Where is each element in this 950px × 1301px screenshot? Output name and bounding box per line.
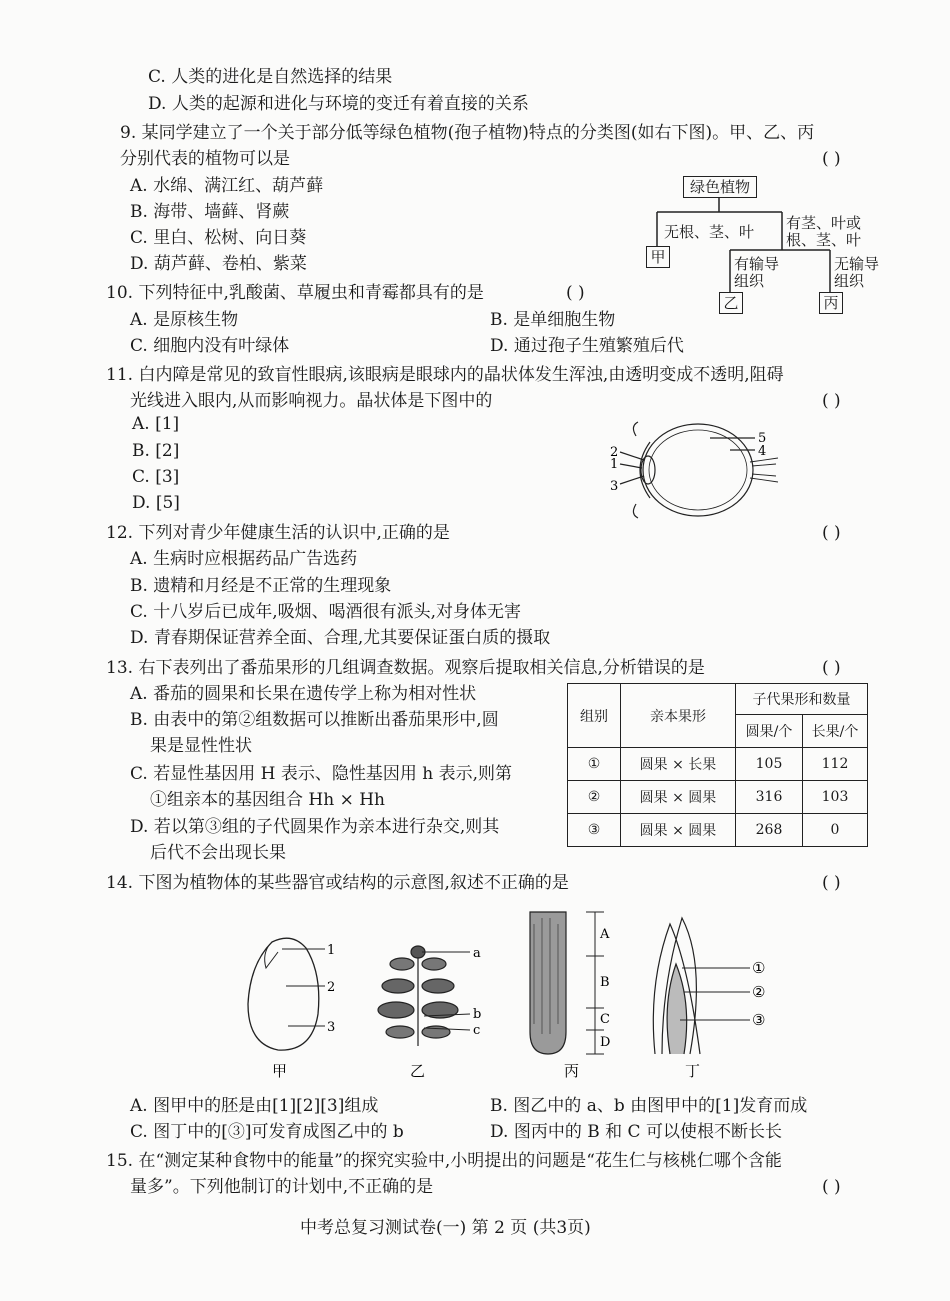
bud-label-2: ② [752,983,766,1001]
diagram-label-has-stem-leaf-2: 根、茎、叶 [786,231,862,249]
root-label-D: D [600,1035,611,1050]
seed-label-2: 2 [327,980,336,995]
table-cell-group: ② [568,781,621,814]
q9-option-d: D. 葫芦藓、卷柏、紫菜 [130,254,307,274]
seed-label-1: 1 [327,943,336,958]
table-header-group: 组别 [568,684,621,748]
table-header-parent: 亲本果形 [621,684,736,748]
table-cell-long: 0 [803,814,868,847]
q13-option-d-cont: 后代不会出现长果 [150,843,286,863]
q11-option-a: A. [1] [132,414,180,434]
q14-option-b: B. 图乙中的 a、b 由图甲中的[1]发育而成 [490,1096,808,1116]
diagram-label-no-root-stem-leaf: 无根、茎、叶 [664,223,755,241]
q13-option-c-cont: ①组亲本的基因组合 Hh × Hh [150,790,386,810]
seed-label-3: 3 [327,1020,336,1035]
shoot-label-c: c [473,1023,481,1038]
q9-answer-bracket[interactable]: ( ) [822,149,841,169]
diagram-label-no-vascular-2: 组织 [834,272,865,290]
diagram-leaf-jia: 甲 [646,246,670,268]
shoot-label-a: a [473,946,481,961]
q15-stem-line2: 量多”。下列他制订的计划中,不正确的是 [130,1177,434,1197]
eye-label-3: 3 [610,479,619,494]
diagram-root-green-plants: 绿色植物 [683,176,757,198]
caption-ding: 丁 [685,1062,701,1080]
q12-option-a: A. 生病时应根据药品广告选药 [130,549,358,569]
q11-answer-bracket[interactable]: ( ) [822,391,841,411]
table-cell-parent: 圆果 × 长果 [621,748,736,781]
q14-stem: 14. 下图为植物体的某些器官或结构的示意图,叙述不正确的是 [106,873,569,893]
q12-option-c: C. 十八岁后已成年,吸烟、喝酒很有派头,对身体无害 [130,602,522,622]
q13-stem: 13. 右下表列出了番茄果形的几组调查数据。观察后提取相关信息,分析错误的是 [106,658,705,678]
table-row [568,748,868,781]
q11-option-c: C. [3] [132,467,180,487]
q13-option-b: B. 由表中的第②组数据可以推断出番茄果形中,圆 [130,710,499,730]
q10-option-c: C. 细胞内没有叶绿体 [130,336,290,356]
q11-stem-line2: 光线进入眼内,从而影响视力。晶状体是下图中的 [130,391,493,411]
root-label-B: B [600,975,610,990]
q13-option-b-cont: 果是显性性状 [150,736,252,756]
q12-option-b: B. 遗精和月经是不正常的生理现象 [130,576,392,596]
q9-stem-line2: 分别代表的植物可以是 [120,149,290,169]
q11-stem-line1: 11. 白内障是常见的致盲性眼病,该眼病是眼球内的晶状体发生浑浊,由透明变成不透明,阻碍 [106,365,784,385]
table-header-long: 长果/个 [803,715,868,748]
q9-option-b: B. 海带、墙藓、肾蕨 [130,202,290,222]
root-tip-figure [530,912,604,1054]
q11-option-d: D. [5] [132,493,180,513]
eye-label-1: 1 [610,457,619,472]
table-cell-parent: 圆果 × 圆果 [621,781,736,814]
eye-label-2: 2 [610,445,619,460]
q14-option-c: C. 图丁中的[③]可发育成图乙中的 b [130,1122,404,1142]
q10-option-d: D. 通过孢子生殖繁殖后代 [490,336,684,356]
table-row [568,781,868,814]
q13-option-d: D. 若以第③组的子代圆果作为亲本进行杂交,则其 [130,817,500,837]
eyeball-diagram [600,418,780,523]
eye-label-5: 5 [758,431,767,446]
caption-yi: 乙 [410,1062,426,1080]
q10-option-b: B. 是单细胞生物 [490,310,616,330]
table-cell-long: 103 [803,781,868,814]
q13-option-c: C. 若显性基因用 H 表示、隐性基因用 h 表示,则第 [130,764,513,784]
root-label-C: C [600,1012,610,1027]
bud-label-1: ① [752,959,766,977]
bud-label-3: ③ [752,1011,766,1029]
diagram-label-has-stem-leaf-1: 有茎、叶或 [786,214,862,232]
table-cell-round: 316 [736,781,803,814]
table-row [568,814,868,847]
q15-answer-bracket[interactable]: ( ) [822,1177,841,1197]
diagram-label-has-vascular-2: 组织 [734,272,765,290]
caption-jia: 甲 [272,1062,288,1080]
q9-option-c: C. 里白、松树、向日葵 [130,228,307,248]
q13-answer-bracket[interactable]: ( ) [822,658,841,678]
diagram-leaf-yi: 乙 [719,292,743,314]
q14-option-d: D. 图丙中的 B 和 C 可以使根不断长长 [490,1122,782,1142]
page-footer: 中考总复习测试卷(一) 第 2 页 (共3页) [300,1218,591,1238]
q8-option-c: C. 人类的进化是自然选择的结果 [148,67,393,87]
shoot-figure [378,946,470,1046]
tomato-fruit-table [567,683,868,847]
caption-bing: 丙 [564,1062,580,1080]
table-cell-parent: 圆果 × 圆果 [621,814,736,847]
q14-answer-bracket[interactable]: ( ) [822,873,841,893]
q15-stem-line1: 15. 在“测定某种食物中的能量”的探究实验中,小明提出的问题是“花生仁与核桃仁哪个含能 [106,1151,782,1171]
plant-structures-figure [230,904,790,1084]
q8-option-d: D. 人类的起源和进化与环境的变迁有着直接的关系 [148,94,529,114]
diagram-label-no-vascular-1: 无输导 [834,255,880,273]
root-label-A: A [600,927,610,942]
table-cell-round: 268 [736,814,803,847]
eye-label-4: 4 [758,444,767,459]
q10-stem: 10. 下列特征中,乳酸菌、草履虫和青霉都具有的是 [106,283,484,303]
q11-option-b: B. [2] [132,441,180,461]
q14-option-a: A. 图甲中的胚是由[1][2][3]组成 [130,1096,379,1116]
bud-figure [653,918,750,1054]
q10-answer-bracket[interactable]: ( ) [566,283,585,303]
q10-option-a: A. 是原核生物 [130,310,239,330]
table-header-round: 圆果/个 [736,715,803,748]
q13-option-a: A. 番茄的圆果和长果在遗传学上称为相对性状 [130,684,477,704]
q9-option-a: A. 水绵、满江红、葫芦藓 [130,176,324,196]
diagram-label-has-vascular-1: 有输导 [734,255,780,273]
table-cell-long: 112 [803,748,868,781]
diagram-leaf-bing: 丙 [819,292,843,314]
q9-stem-line1: 9. 某同学建立了一个关于部分低等绿色植物(孢子植物)特点的分类图(如右下图)。甲、乙、丙 [120,123,815,143]
q12-option-d: D. 青春期保证营养全面、合理,尤其要保证蛋白质的摄取 [130,628,551,648]
shoot-label-b: b [473,1007,482,1022]
table-cell-group: ① [568,748,621,781]
seed-figure [248,938,325,1050]
q12-answer-bracket[interactable]: ( ) [822,523,841,543]
table-cell-round: 105 [736,748,803,781]
table-header-offspring: 子代果形和数量 [736,684,868,715]
q12-stem: 12. 下列对青少年健康生活的认识中,正确的是 [106,523,450,543]
table-cell-group: ③ [568,814,621,847]
